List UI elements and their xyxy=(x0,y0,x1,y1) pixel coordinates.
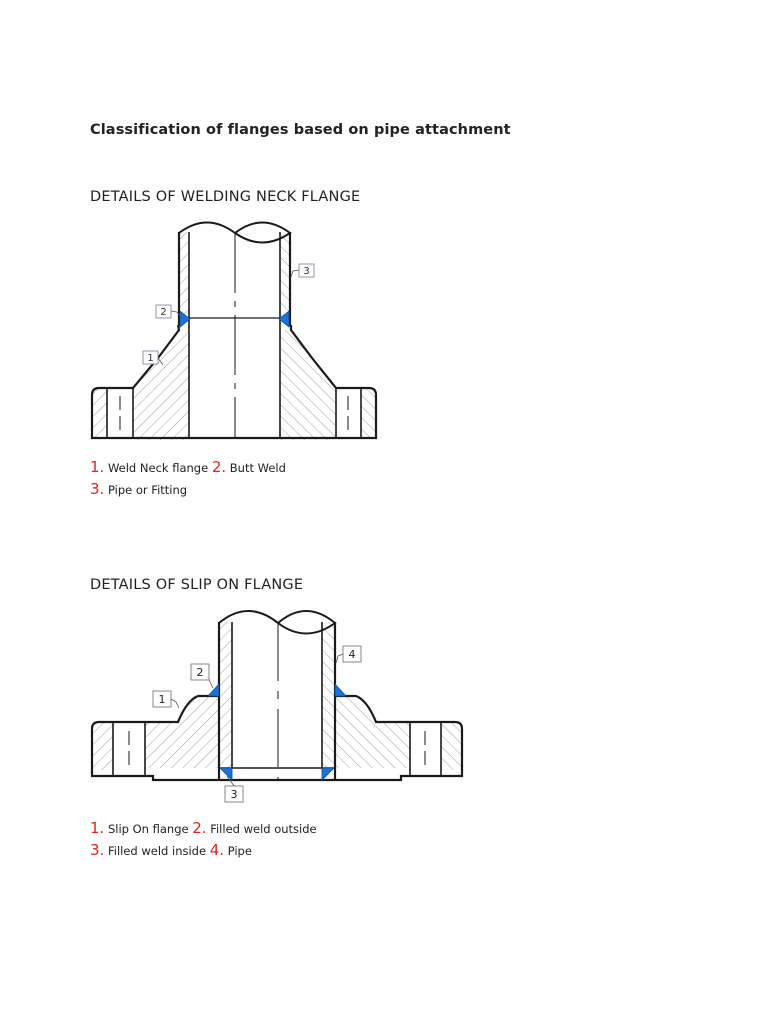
svg-text:3: 3 xyxy=(303,266,310,277)
weld-neck-flange-right-section xyxy=(280,330,336,440)
legend-text: Filled weld outside xyxy=(206,822,317,836)
legend-line xyxy=(90,840,317,862)
page-title: Classification of flanges based on pipe attachment xyxy=(90,122,511,138)
legend-text: Slip On flange xyxy=(104,822,193,836)
callout-4 xyxy=(336,646,361,663)
legend-text: Pipe or Fitting xyxy=(104,483,188,497)
bolt-area-right xyxy=(361,388,375,438)
weld-neck-flange-left-section xyxy=(133,330,189,440)
legend-number: 3. xyxy=(90,841,105,859)
legend-number: 1. xyxy=(90,819,105,837)
slip-on-flange-diagram xyxy=(0,600,480,810)
legend-text: Filled weld inside xyxy=(104,844,210,858)
fillet-weld-inside-right xyxy=(322,768,334,780)
svg-text:4: 4 xyxy=(348,648,356,661)
legend-text: Butt Weld xyxy=(226,461,286,475)
fillet-weld-outside-right xyxy=(335,684,346,696)
legend-number: 2. xyxy=(192,819,207,837)
callout-3 xyxy=(291,264,314,277)
bolt-area-right xyxy=(441,722,461,770)
pipe-break-curve xyxy=(219,611,335,634)
legend-line xyxy=(90,457,286,479)
pipe-wall-right xyxy=(322,622,335,768)
callout-2 xyxy=(156,305,181,318)
slip-on-flange-right-section xyxy=(335,696,410,768)
legend-number: 1. xyxy=(90,458,105,476)
fillet-weld-inside-left xyxy=(220,768,232,780)
legend-number: 3. xyxy=(90,480,105,498)
legend-text: Pipe xyxy=(224,844,252,858)
welding-neck-flange-diagram xyxy=(0,215,400,447)
legend-text: Weld Neck flange xyxy=(104,461,212,475)
bolt-area-left xyxy=(93,722,113,770)
legend-line xyxy=(90,479,286,501)
slip-on-legend xyxy=(90,818,317,862)
svg-text:3: 3 xyxy=(230,788,238,801)
svg-text:2: 2 xyxy=(196,666,204,679)
fillet-weld-outside-left xyxy=(208,684,219,696)
legend-line xyxy=(90,818,317,840)
callout-1 xyxy=(153,691,179,708)
svg-text:1: 1 xyxy=(158,693,166,706)
legend-number: 2. xyxy=(211,458,227,476)
svg-text:2: 2 xyxy=(160,307,167,318)
legend-number: 4. xyxy=(209,841,225,859)
callout-2 xyxy=(191,664,213,688)
welding-neck-legend xyxy=(90,457,286,501)
slip-on-heading: DETAILS OF SLIP ON FLANGE xyxy=(90,577,304,593)
pipe-wall-right xyxy=(280,232,290,318)
pipe-wall-left xyxy=(219,622,232,768)
bolt-area-left xyxy=(93,388,107,438)
welding-neck-heading: DETAILS OF WELDING NECK FLANGE xyxy=(90,189,361,205)
pipe-wall-left xyxy=(179,232,189,318)
svg-text:1: 1 xyxy=(147,353,154,364)
